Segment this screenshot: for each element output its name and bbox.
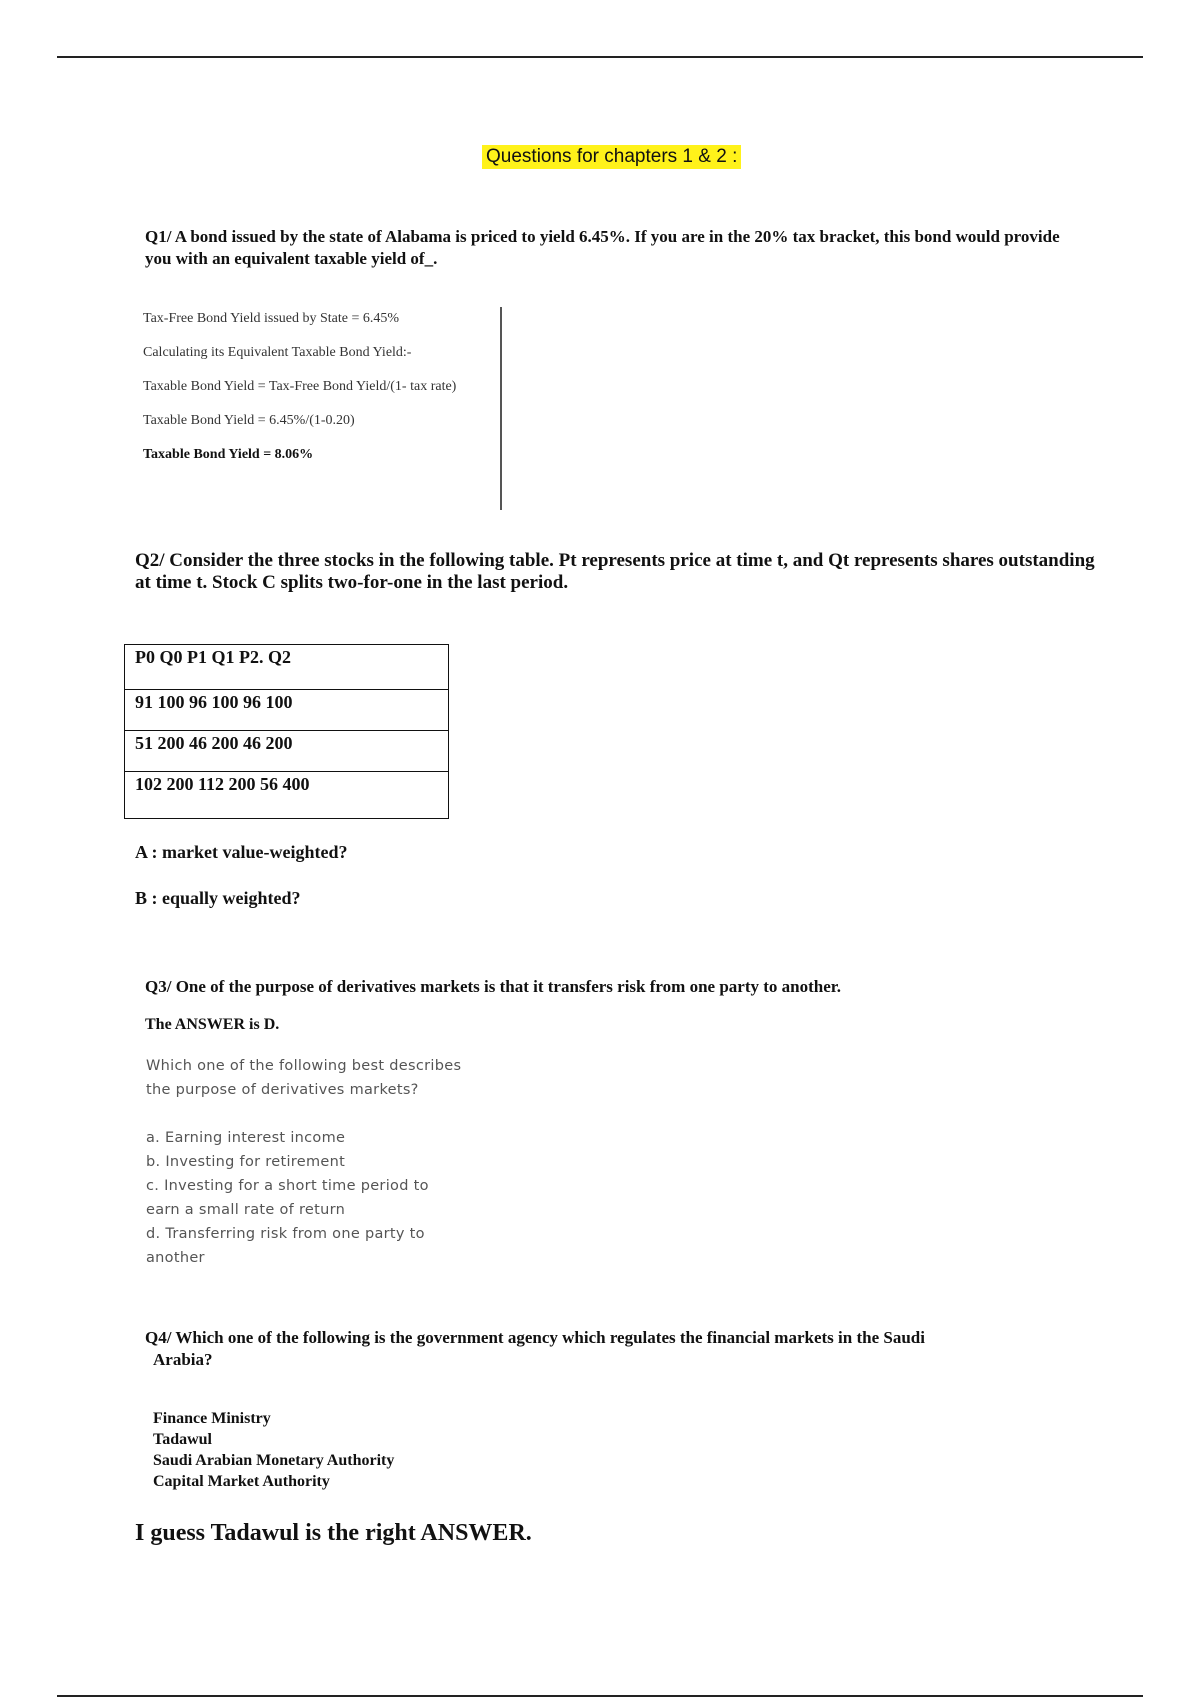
solution-line: Tax-Free Bond Yield issued by State = 6.45% [143, 311, 400, 326]
table-row [125, 690, 449, 731]
q2-part-a: A : market value-weighted? [135, 842, 348, 862]
solution-line: Taxable Bond Yield = Tax-Free Bond Yield/(1- tax rate) [143, 379, 457, 394]
mcq-option: d. Transferring risk from one party to another [146, 1226, 425, 1266]
q1-solution-block [143, 310, 473, 480]
q4-option: Capital Market Authority [153, 1473, 330, 1490]
q4-option: Saudi Arabian Monetary Authority [153, 1452, 395, 1469]
table-row [125, 731, 449, 772]
solution-divider [500, 307, 502, 510]
table-cell: P0 Q0 P1 Q1 P2. Q2 [125, 645, 449, 690]
table-cell: 91 100 96 100 96 100 [125, 690, 449, 731]
solution-line: Calculating its Equivalent Taxable Bond Yield:- [143, 345, 412, 360]
q3-mcq-block [146, 1054, 466, 1270]
table-row [125, 772, 449, 819]
question-1-text: Q1/ A bond issued by the state of Alabama is priced to yield 6.45%. If you are in the 20% tax bracket, this bond would provide you with an equivalent taxable yield of_. [145, 227, 1060, 268]
table-cell: 102 200 112 200 56 400 [125, 772, 449, 819]
q4-guess: I guess Tadawul is the right ANSWER. [135, 1520, 532, 1546]
solution-line: Taxable Bond Yield = 6.45%/(1-0.20) [143, 413, 355, 428]
mcq-question: Which one of the following best describes the purpose of derivatives markets? [146, 1058, 462, 1098]
q4-option: Tadawul [153, 1431, 212, 1448]
table-row [125, 645, 449, 690]
q3-answer: The ANSWER is D. [145, 1016, 280, 1033]
question-4-text [145, 1327, 1065, 1371]
page-title: Questions for chapters 1 & 2 : [482, 145, 741, 169]
table-cell: 51 200 46 200 46 200 [125, 731, 449, 772]
q4-line-2: Arabia? [153, 1350, 213, 1369]
q4-option: Finance Ministry [153, 1410, 271, 1427]
stocks-table [124, 644, 449, 819]
mcq-option: a. Earning interest income [146, 1130, 346, 1146]
question-3-text: Q3/ One of the purpose of derivatives markets is that it transfers risk from one party to another. [145, 977, 841, 996]
q4-line-1: Q4/ Which one of the following is the government agency which regulates the financial markets in the Saudi [145, 1328, 925, 1347]
solution-result: Taxable Bond Yield = 8.06% [143, 447, 314, 462]
q2-part-b: B : equally weighted? [135, 888, 301, 908]
mcq-option: c. Investing for a short time period to earn a small rate of return [146, 1178, 429, 1218]
mcq-option: b. Investing for retirement [146, 1154, 346, 1170]
bottom-rule [57, 1695, 1143, 1697]
top-rule [57, 56, 1143, 58]
question-2-text: Q2/ Consider the three stocks in the following table. Pt represents price at time t, and Qt represents shares outstanding at time t. Stock C splits two-for-one in the last period. [135, 550, 1095, 593]
q4-options [153, 1408, 394, 1492]
